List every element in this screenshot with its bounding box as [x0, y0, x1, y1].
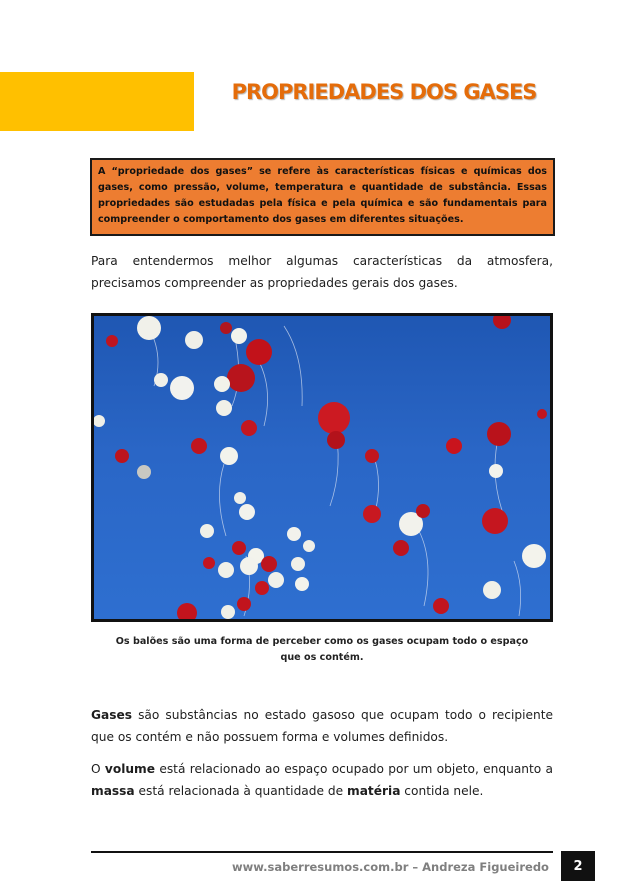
accent-bar	[0, 72, 194, 131]
intro-paragraph: Para entendermos melhor algumas características da atmosfera, precisamos compreender as propriedades gerais dos gases.	[91, 254, 553, 290]
definition-callout: A “propriedade dos gases” se refere às características físicas e químicas dos gases, como pressão, volume, temperatura e quantidade de substância. Essas propriedades são estudadas pela física e pela química e são fundamentais para compreender o comportamento dos gases em diferentes situações.	[90, 158, 555, 236]
text-fragment: O	[91, 762, 105, 776]
balloons-illustration	[94, 316, 550, 619]
balloons-photo	[91, 313, 553, 622]
term-massa: massa	[91, 784, 135, 798]
page-title: PROPRIEDADES DOS GASES	[231, 80, 537, 104]
text-fragment: contida nele.	[400, 784, 484, 798]
term-volume: volume	[104, 762, 156, 776]
term-materia: matéria	[347, 784, 401, 798]
footer-credit: www.saberresumos.com.br – Andreza Figueiredo	[232, 860, 549, 874]
text-fragment: está relacionada à quantidade de	[134, 784, 347, 798]
text-fragment: está relacionado ao espaço ocupado por um objeto, enquanto a	[155, 762, 554, 776]
gases-definition-text: são substâncias no estado gasoso que ocupam todo o recipiente que os contém e não possuem forma e volumes definidos.	[91, 708, 553, 744]
page-number-badge: 2	[561, 851, 595, 881]
footer-divider	[91, 851, 553, 853]
term-gases: Gases	[91, 708, 133, 722]
figure-caption: Os balões são uma forma de perceber como os gases ocupam todo o espaço que os contém.	[115, 636, 529, 663]
gases-definition-paragraph	[91, 704, 553, 748]
volume-mass-paragraph	[91, 758, 553, 802]
